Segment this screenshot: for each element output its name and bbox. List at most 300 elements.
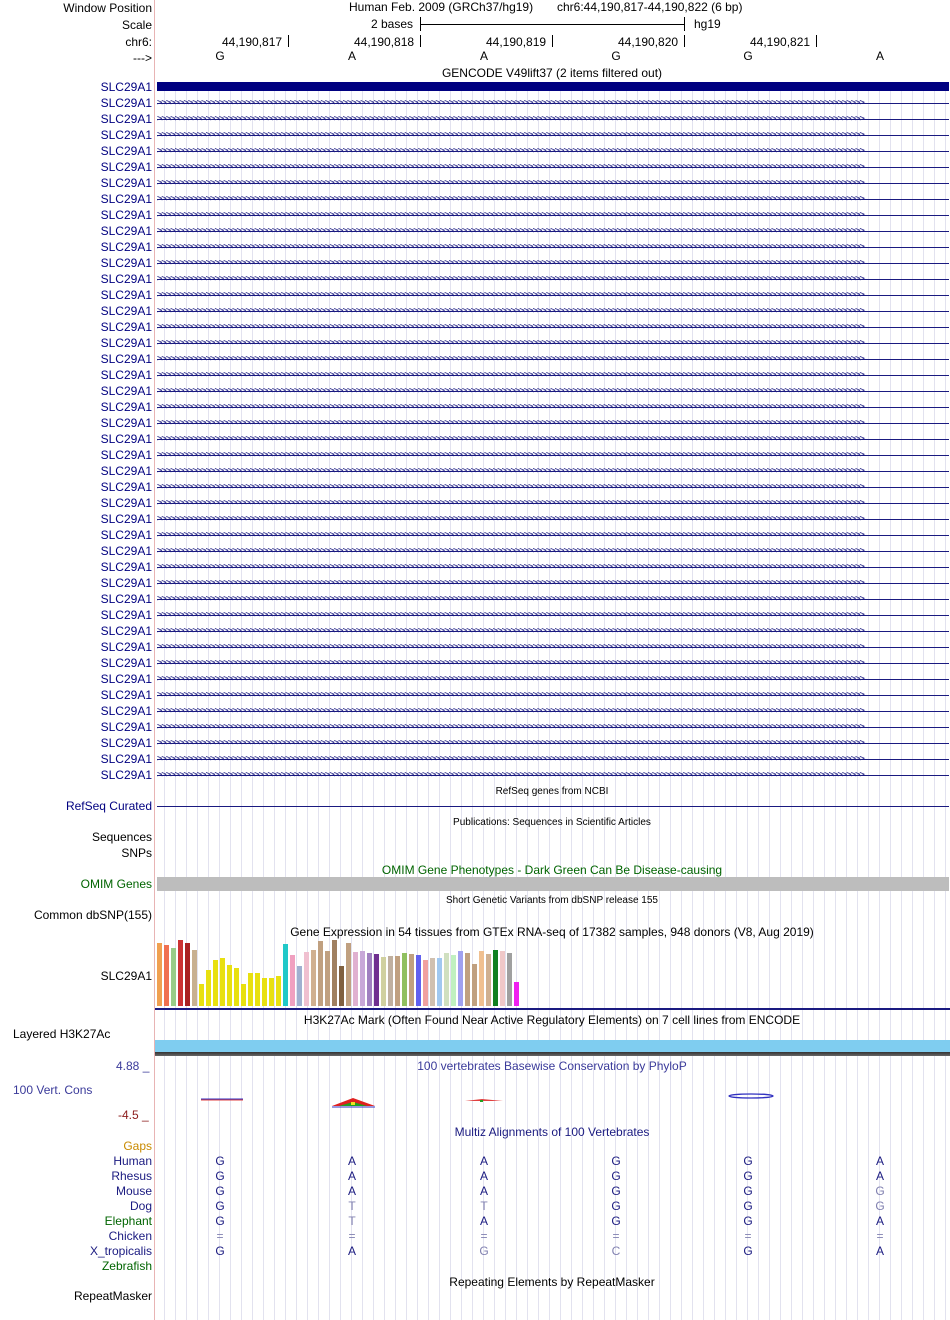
gencode-strand-arrows: >>>>>>>>>>>>>>>>>>>>>>>>>>>>>>>>>>>>>>>>>>>>>>>>>>>>>>>>>>>>>>>>>>>>>>>>>>>>>>>>>>>>>>>>>>>>>>>>>>>>>>>>>>>>>>>>>>>>>>>>>>>>>>>>>>>>>>>>>>>>>>>>>>>>>>>>>>>>>>>> bbox=[157, 210, 864, 220]
multiz-aligned-base: G bbox=[215, 1199, 225, 1213]
conservation-track-title: 100 vertebrates Basewise Conservation by PhyloP bbox=[417, 1059, 687, 1073]
gencode-transcript-label[interactable]: SLC29A1 bbox=[100, 128, 152, 142]
gencode-transcript-label[interactable]: SLC29A1 bbox=[100, 288, 152, 302]
gencode-transcript-label[interactable]: SLC29A1 bbox=[100, 656, 152, 670]
gtex-tissue-bar[interactable] bbox=[402, 953, 407, 1006]
multiz-aligned-base: G bbox=[215, 1244, 225, 1258]
gencode-transcript-label[interactable]: SLC29A1 bbox=[100, 688, 152, 702]
gtex-track-title: Gene Expression in 54 tissues from GTEx RNA-seq of 17382 samples, 948 donors (V8, Aug 2019) bbox=[290, 925, 814, 939]
h3k27ac-track-title: H3K27Ac Mark (Often Found Near Active Regulatory Elements) on 7 cell lines from ENCODE bbox=[303, 1013, 801, 1027]
grid-line bbox=[934, 85, 935, 1320]
multiz-species-label[interactable]: Mouse bbox=[115, 1184, 152, 1198]
scale-text: 2 bases bbox=[371, 17, 414, 31]
gtex-tissue-bar[interactable] bbox=[500, 951, 505, 1006]
gtex-tissue-bar[interactable] bbox=[514, 982, 519, 1006]
position-text[interactable]: chr6:44,190,817-44,190,822 (6 bp) bbox=[557, 0, 743, 14]
multiz-aligned-base: = bbox=[480, 1229, 488, 1243]
grid-line bbox=[857, 85, 858, 1320]
gencode-transcript-label[interactable]: SLC29A1 bbox=[100, 672, 152, 686]
grid-line bbox=[241, 85, 242, 1320]
multiz-aligned-base: = bbox=[876, 1229, 884, 1243]
gencode-strand-arrows: >>>>>>>>>>>>>>>>>>>>>>>>>>>>>>>>>>>>>>>>>>>>>>>>>>>>>>>>>>>>>>>>>>>>>>>>>>>>>>>>>>>>>>>>>>>>>>>>>>>>>>>>>>>>>>>>>>>>>>>>>>>>>>>>>>>>>>>>>>>>>>>>>>>>>>>>>>>>>>>> bbox=[157, 274, 864, 284]
gencode-strand-arrows: >>>>>>>>>>>>>>>>>>>>>>>>>>>>>>>>>>>>>>>>>>>>>>>>>>>>>>>>>>>>>>>>>>>>>>>>>>>>>>>>>>>>>>>>>>>>>>>>>>>>>>>>>>>>>>>>>>>>>>>>>>>>>>>>>>>>>>>>>>>>>>>>>>>>>>>>>>>>>>>> bbox=[157, 466, 864, 476]
gencode-transcript-label[interactable]: SLC29A1 bbox=[100, 384, 152, 398]
gencode-strand-arrows: >>>>>>>>>>>>>>>>>>>>>>>>>>>>>>>>>>>>>>>>>>>>>>>>>>>>>>>>>>>>>>>>>>>>>>>>>>>>>>>>>>>>>>>>>>>>>>>>>>>>>>>>>>>>>>>>>>>>>>>>>>>>>>>>>>>>>>>>>>>>>>>>>>>>>>>>>>>>>>>> bbox=[157, 594, 864, 604]
multiz-aligned-base: G bbox=[215, 1169, 225, 1183]
gtex-tissue-bar[interactable] bbox=[164, 945, 169, 1006]
gencode-strand-arrows: >>>>>>>>>>>>>>>>>>>>>>>>>>>>>>>>>>>>>>>>>>>>>>>>>>>>>>>>>>>>>>>>>>>>>>>>>>>>>>>>>>>>>>>>>>>>>>>>>>>>>>>>>>>>>>>>>>>>>>>>>>>>>>>>>>>>>>>>>>>>>>>>>>>>>>>>>>>>>>>> bbox=[157, 706, 864, 716]
window-position-label: Window Position bbox=[63, 1, 152, 15]
grid-line bbox=[681, 85, 682, 1320]
multiz-aligned-base: G bbox=[743, 1214, 753, 1228]
gencode-transcript-label[interactable]: SLC29A1 bbox=[100, 352, 152, 366]
gtex-tissue-bar[interactable] bbox=[374, 954, 379, 1006]
gencode-transcript-label[interactable]: SLC29A1 bbox=[100, 416, 152, 430]
gtex-tissue-bar[interactable] bbox=[493, 950, 498, 1006]
coord-label: 44,190,819 bbox=[486, 35, 547, 49]
multiz-aligned-base: A bbox=[479, 1154, 489, 1168]
gencode-transcript-label[interactable]: SLC29A1 bbox=[100, 80, 152, 94]
gencode-transcript-label[interactable]: SLC29A1 bbox=[100, 608, 152, 622]
gtex-tissue-bar[interactable] bbox=[297, 966, 302, 1006]
gencode-strand-arrows: >>>>>>>>>>>>>>>>>>>>>>>>>>>>>>>>>>>>>>>>>>>>>>>>>>>>>>>>>>>>>>>>>>>>>>>>>>>>>>>>>>>>>>>>>>>>>>>>>>>>>>>>>>>>>>>>>>>>>>>>>>>>>>>>>>>>>>>>>>>>>>>>>>>>>>>>>>>>>>>> bbox=[157, 178, 864, 188]
multiz-species-label[interactable]: X_tropicalis bbox=[89, 1244, 152, 1258]
gencode-transcript-label[interactable]: SLC29A1 bbox=[100, 480, 152, 494]
h3k27ac-signal[interactable] bbox=[155, 1040, 950, 1052]
grid-line bbox=[417, 85, 418, 1320]
grid-line bbox=[329, 85, 330, 1320]
gencode-strand-arrows: >>>>>>>>>>>>>>>>>>>>>>>>>>>>>>>>>>>>>>>>>>>>>>>>>>>>>>>>>>>>>>>>>>>>>>>>>>>>>>>>>>>>>>>>>>>>>>>>>>>>>>>>>>>>>>>>>>>>>>>>>>>>>>>>>>>>>>>>>>>>>>>>>>>>>>>>>>>>>>>> bbox=[157, 130, 864, 140]
multiz-aligned-base: T bbox=[348, 1214, 356, 1228]
publications-label-sequences[interactable]: Sequences bbox=[91, 830, 152, 844]
multiz-aligned-base: G bbox=[215, 1214, 225, 1228]
grid-line bbox=[395, 85, 396, 1320]
reference-base: A bbox=[479, 49, 489, 63]
scale-bar-left-tick bbox=[420, 17, 421, 31]
gencode-transcript-label[interactable]: SLC29A1 bbox=[100, 240, 152, 254]
gtex-tissue-bar[interactable] bbox=[157, 943, 162, 1006]
gtex-tissue-bar[interactable] bbox=[388, 956, 393, 1006]
gencode-transcript-label[interactable]: SLC29A1 bbox=[100, 208, 152, 222]
grid-line bbox=[747, 85, 748, 1320]
multiz-species-label[interactable]: Elephant bbox=[104, 1214, 152, 1228]
gencode-strand-arrows: >>>>>>>>>>>>>>>>>>>>>>>>>>>>>>>>>>>>>>>>>>>>>>>>>>>>>>>>>>>>>>>>>>>>>>>>>>>>>>>>>>>>>>>>>>>>>>>>>>>>>>>>>>>>>>>>>>>>>>>>>>>>>>>>>>>>>>>>>>>>>>>>>>>>>>>>>>>>>>>> bbox=[157, 674, 864, 684]
gtex-tissue-bar[interactable] bbox=[353, 952, 358, 1006]
grid-line bbox=[362, 85, 363, 1320]
gencode-strand-arrows: >>>>>>>>>>>>>>>>>>>>>>>>>>>>>>>>>>>>>>>>>>>>>>>>>>>>>>>>>>>>>>>>>>>>>>>>>>>>>>>>>>>>>>>>>>>>>>>>>>>>>>>>>>>>>>>>>>>>>>>>>>>>>>>>>>>>>>>>>>>>>>>>>>>>>>>>>>>>>>>> bbox=[157, 754, 864, 764]
gencode-transcript-label[interactable]: SLC29A1 bbox=[100, 112, 152, 126]
gencode-transcript-label[interactable]: SLC29A1 bbox=[100, 96, 152, 110]
gencode-transcript-label[interactable]: SLC29A1 bbox=[100, 320, 152, 334]
multiz-aligned-base: A bbox=[875, 1169, 885, 1183]
coord-tick bbox=[684, 35, 685, 47]
gencode-strand-arrows: >>>>>>>>>>>>>>>>>>>>>>>>>>>>>>>>>>>>>>>>>>>>>>>>>>>>>>>>>>>>>>>>>>>>>>>>>>>>>>>>>>>>>>>>>>>>>>>>>>>>>>>>>>>>>>>>>>>>>>>>>>>>>>>>>>>>>>>>>>>>>>>>>>>>>>>>>>>>>>>> bbox=[157, 322, 864, 332]
grid-line bbox=[351, 85, 352, 1320]
gencode-transcript-label[interactable]: SLC29A1 bbox=[100, 304, 152, 318]
gtex-tissue-bar[interactable] bbox=[458, 951, 463, 1006]
multiz-species-label[interactable]: Human bbox=[113, 1154, 152, 1168]
gtex-tissue-bar[interactable] bbox=[437, 958, 442, 1006]
gtex-tissue-bar[interactable] bbox=[451, 955, 456, 1006]
gencode-strand-arrows: >>>>>>>>>>>>>>>>>>>>>>>>>>>>>>>>>>>>>>>>>>>>>>>>>>>>>>>>>>>>>>>>>>>>>>>>>>>>>>>>>>>>>>>>>>>>>>>>>>>>>>>>>>>>>>>>>>>>>>>>>>>>>>>>>>>>>>>>>>>>>>>>>>>>>>>>>>>>>>>> bbox=[157, 450, 864, 460]
conservation-min: -4.5 _ bbox=[118, 1108, 149, 1122]
grid-line bbox=[285, 85, 286, 1320]
coord-label: 44,190,821 bbox=[750, 35, 811, 49]
gtex-tissue-bar[interactable] bbox=[339, 966, 344, 1006]
db-label: hg19 bbox=[694, 17, 721, 31]
omim-track-title: OMIM Gene Phenotypes - Dark Green Can Be Disease-causing bbox=[381, 863, 723, 877]
strand-label: ---> bbox=[133, 51, 152, 65]
gtex-tissue-bar[interactable] bbox=[248, 973, 253, 1006]
gencode-strand-arrows: >>>>>>>>>>>>>>>>>>>>>>>>>>>>>>>>>>>>>>>>>>>>>>>>>>>>>>>>>>>>>>>>>>>>>>>>>>>>>>>>>>>>>>>>>>>>>>>>>>>>>>>>>>>>>>>>>>>>>>>>>>>>>>>>>>>>>>>>>>>>>>>>>>>>>>>>>>>>>>>> bbox=[157, 226, 864, 236]
gtex-tissue-bar[interactable] bbox=[465, 953, 470, 1006]
gtex-tissue-bar[interactable] bbox=[416, 955, 421, 1006]
multiz-aligned-base: C bbox=[611, 1244, 621, 1258]
publications-track-title: Publications: Sequences in Scientific Articles bbox=[453, 817, 651, 828]
gencode-strand-arrows: >>>>>>>>>>>>>>>>>>>>>>>>>>>>>>>>>>>>>>>>>>>>>>>>>>>>>>>>>>>>>>>>>>>>>>>>>>>>>>>>>>>>>>>>>>>>>>>>>>>>>>>>>>>>>>>>>>>>>>>>>>>>>>>>>>>>>>>>>>>>>>>>>>>>>>>>>>>>>>>> bbox=[157, 242, 864, 252]
gencode-strand-arrows: >>>>>>>>>>>>>>>>>>>>>>>>>>>>>>>>>>>>>>>>>>>>>>>>>>>>>>>>>>>>>>>>>>>>>>>>>>>>>>>>>>>>>>>>>>>>>>>>>>>>>>>>>>>>>>>>>>>>>>>>>>>>>>>>>>>>>>>>>>>>>>>>>>>>>>>>>>>>>>>> bbox=[157, 562, 864, 572]
gencode-transcript-label[interactable]: SLC29A1 bbox=[100, 448, 152, 462]
gtex-tissue-bar[interactable] bbox=[367, 953, 372, 1006]
grid-line bbox=[846, 85, 847, 1320]
gtex-tissue-bar[interactable] bbox=[276, 976, 281, 1006]
gencode-strand-arrows: >>>>>>>>>>>>>>>>>>>>>>>>>>>>>>>>>>>>>>>>>>>>>>>>>>>>>>>>>>>>>>>>>>>>>>>>>>>>>>>>>>>>>>>>>>>>>>>>>>>>>>>>>>>>>>>>>>>>>>>>>>>>>>>>>>>>>>>>>>>>>>>>>>>>>>>>>>>>>>>> bbox=[157, 722, 864, 732]
grid-line bbox=[769, 85, 770, 1320]
gencode-transcript-label[interactable]: SLC29A1 bbox=[100, 432, 152, 446]
multiz-aligned-base: A bbox=[875, 1154, 885, 1168]
grid-line bbox=[791, 85, 792, 1320]
multiz-aligned-base: = bbox=[612, 1229, 620, 1243]
gencode-transcript-label[interactable]: SLC29A1 bbox=[100, 224, 152, 238]
refseq-track-title: RefSeq genes from NCBI bbox=[495, 786, 609, 797]
gencode-transcript-label[interactable]: SLC29A1 bbox=[100, 192, 152, 206]
gencode-strand-arrows: >>>>>>>>>>>>>>>>>>>>>>>>>>>>>>>>>>>>>>>>>>>>>>>>>>>>>>>>>>>>>>>>>>>>>>>>>>>>>>>>>>>>>>>>>>>>>>>>>>>>>>>>>>>>>>>>>>>>>>>>>>>>>>>>>>>>>>>>>>>>>>>>>>>>>>>>>>>>>>>> bbox=[157, 770, 864, 780]
grid-line bbox=[835, 85, 836, 1320]
gtex-tissue-bar[interactable] bbox=[479, 951, 484, 1006]
gencode-transcript-label[interactable]: SLC29A1 bbox=[100, 576, 152, 590]
grid-line bbox=[780, 85, 781, 1320]
multiz-gaps-label[interactable]: Gaps bbox=[123, 1139, 152, 1153]
gtex-tissue-bar[interactable] bbox=[220, 958, 225, 1006]
grid-line bbox=[340, 85, 341, 1320]
dbsnp-label[interactable]: Common dbSNP(155) bbox=[33, 908, 152, 922]
scale-bar-right-tick bbox=[684, 17, 685, 31]
multiz-aligned-base: T bbox=[480, 1199, 488, 1213]
grid-line bbox=[318, 85, 319, 1320]
gtex-tissue-bar[interactable] bbox=[234, 968, 239, 1006]
gencode-strand-arrows: >>>>>>>>>>>>>>>>>>>>>>>>>>>>>>>>>>>>>>>>>>>>>>>>>>>>>>>>>>>>>>>>>>>>>>>>>>>>>>>>>>>>>>>>>>>>>>>>>>>>>>>>>>>>>>>>>>>>>>>>>>>>>>>>>>>>>>>>>>>>>>>>>>>>>>>>>>>>>>>> bbox=[157, 146, 864, 156]
grid-line bbox=[890, 85, 891, 1320]
gencode-strand-arrows: >>>>>>>>>>>>>>>>>>>>>>>>>>>>>>>>>>>>>>>>>>>>>>>>>>>>>>>>>>>>>>>>>>>>>>>>>>>>>>>>>>>>>>>>>>>>>>>>>>>>>>>>>>>>>>>>>>>>>>>>>>>>>>>>>>>>>>>>>>>>>>>>>>>>>>>>>>>>>>>> bbox=[157, 546, 864, 556]
omim-gene-block[interactable] bbox=[157, 877, 949, 891]
gencode-strand-arrows: >>>>>>>>>>>>>>>>>>>>>>>>>>>>>>>>>>>>>>>>>>>>>>>>>>>>>>>>>>>>>>>>>>>>>>>>>>>>>>>>>>>>>>>>>>>>>>>>>>>>>>>>>>>>>>>>>>>>>>>>>>>>>>>>>>>>>>>>>>>>>>>>>>>>>>>>>>>>>>>> bbox=[157, 370, 864, 380]
grid-line bbox=[274, 85, 275, 1320]
gencode-strand-arrows: >>>>>>>>>>>>>>>>>>>>>>>>>>>>>>>>>>>>>>>>>>>>>>>>>>>>>>>>>>>>>>>>>>>>>>>>>>>>>>>>>>>>>>>>>>>>>>>>>>>>>>>>>>>>>>>>>>>>>>>>>>>>>>>>>>>>>>>>>>>>>>>>>>>>>>>>>>>>>>>> bbox=[157, 402, 864, 412]
gtex-tissue-bar[interactable] bbox=[185, 943, 190, 1006]
multiz-aligned-base: G bbox=[743, 1199, 753, 1213]
multiz-aligned-base: A bbox=[347, 1184, 357, 1198]
gencode-transcript-label[interactable]: SLC29A1 bbox=[100, 368, 152, 382]
grid-line bbox=[208, 85, 209, 1320]
gencode-strand-arrows: >>>>>>>>>>>>>>>>>>>>>>>>>>>>>>>>>>>>>>>>>>>>>>>>>>>>>>>>>>>>>>>>>>>>>>>>>>>>>>>>>>>>>>>>>>>>>>>>>>>>>>>>>>>>>>>>>>>>>>>>>>>>>>>>>>>>>>>>>>>>>>>>>>>>>>>>>>>>>>>> bbox=[157, 258, 864, 268]
gencode-strand-arrows: >>>>>>>>>>>>>>>>>>>>>>>>>>>>>>>>>>>>>>>>>>>>>>>>>>>>>>>>>>>>>>>>>>>>>>>>>>>>>>>>>>>>>>>>>>>>>>>>>>>>>>>>>>>>>>>>>>>>>>>>>>>>>>>>>>>>>>>>>>>>>>>>>>>>>>>>>>>>>>>> bbox=[157, 162, 864, 172]
multiz-aligned-base: G bbox=[743, 1169, 753, 1183]
gtex-tissue-bar[interactable] bbox=[227, 965, 232, 1006]
multiz-aligned-base: A bbox=[347, 1169, 357, 1183]
grid-line bbox=[703, 85, 704, 1320]
reference-base: A bbox=[347, 49, 357, 63]
multiz-aligned-base: T bbox=[348, 1199, 356, 1213]
gtex-tissue-bar[interactable] bbox=[423, 960, 428, 1006]
repeatmasker-track-title: Repeating Elements by RepeatMasker bbox=[449, 1275, 655, 1289]
gencode-strand-arrows: >>>>>>>>>>>>>>>>>>>>>>>>>>>>>>>>>>>>>>>>>>>>>>>>>>>>>>>>>>>>>>>>>>>>>>>>>>>>>>>>>>>>>>>>>>>>>>>>>>>>>>>>>>>>>>>>>>>>>>>>>>>>>>>>>>>>>>>>>>>>>>>>>>>>>>>>>>>>>>>> bbox=[157, 418, 864, 428]
gtex-tissue-bar[interactable] bbox=[346, 943, 351, 1006]
gencode-transcript-label[interactable]: SLC29A1 bbox=[100, 272, 152, 286]
gencode-transcript-label[interactable]: SLC29A1 bbox=[100, 752, 152, 766]
multiz-aligned-base: A bbox=[347, 1244, 357, 1258]
grid-line bbox=[175, 85, 176, 1320]
reference-base: A bbox=[875, 49, 885, 63]
scale-bar bbox=[420, 24, 684, 25]
grid-line bbox=[912, 85, 913, 1320]
gencode-strand-arrows: >>>>>>>>>>>>>>>>>>>>>>>>>>>>>>>>>>>>>>>>>>>>>>>>>>>>>>>>>>>>>>>>>>>>>>>>>>>>>>>>>>>>>>>>>>>>>>>>>>>>>>>>>>>>>>>>>>>>>>>>>>>>>>>>>>>>>>>>>>>>>>>>>>>>>>>>>>>>>>>> bbox=[157, 434, 864, 444]
multiz-aligned-base: G bbox=[611, 1184, 621, 1198]
gencode-transcript-label[interactable]: SLC29A1 bbox=[100, 544, 152, 558]
gencode-strand-arrows: >>>>>>>>>>>>>>>>>>>>>>>>>>>>>>>>>>>>>>>>>>>>>>>>>>>>>>>>>>>>>>>>>>>>>>>>>>>>>>>>>>>>>>>>>>>>>>>>>>>>>>>>>>>>>>>>>>>>>>>>>>>>>>>>>>>>>>>>>>>>>>>>>>>>>>>>>>>>>>>> bbox=[157, 290, 864, 300]
coord-tick bbox=[816, 35, 817, 47]
gencode-strand-arrows: >>>>>>>>>>>>>>>>>>>>>>>>>>>>>>>>>>>>>>>>>>>>>>>>>>>>>>>>>>>>>>>>>>>>>>>>>>>>>>>>>>>>>>>>>>>>>>>>>>>>>>>>>>>>>>>>>>>>>>>>>>>>>>>>>>>>>>>>>>>>>>>>>>>>>>>>>>>>>>>> bbox=[157, 738, 864, 748]
gtex-tissue-bar[interactable] bbox=[486, 954, 491, 1006]
gencode-transcript-label[interactable]: SLC29A1 bbox=[100, 176, 152, 190]
gtex-tissue-bar[interactable] bbox=[255, 973, 260, 1006]
gencode-gene-thick[interactable] bbox=[157, 82, 949, 91]
multiz-aligned-base: G bbox=[611, 1199, 621, 1213]
gtex-tissue-bar[interactable] bbox=[171, 948, 176, 1006]
gencode-transcript-label[interactable]: SLC29A1 bbox=[100, 736, 152, 750]
coord-label: 44,190,818 bbox=[354, 35, 415, 49]
gencode-strand-arrows: >>>>>>>>>>>>>>>>>>>>>>>>>>>>>>>>>>>>>>>>>>>>>>>>>>>>>>>>>>>>>>>>>>>>>>>>>>>>>>>>>>>>>>>>>>>>>>>>>>>>>>>>>>>>>>>>>>>>>>>>>>>>>>>>>>>>>>>>>>>>>>>>>>>>>>>>>>>>>>>> bbox=[157, 338, 864, 348]
conservation-label[interactable]: 100 Vert. Cons bbox=[13, 1083, 93, 1097]
grid-line bbox=[802, 85, 803, 1320]
grid-line bbox=[197, 85, 198, 1320]
chr-label: chr6: bbox=[125, 35, 152, 49]
grid-line bbox=[428, 85, 429, 1320]
multiz-aligned-base: A bbox=[479, 1184, 489, 1198]
coord-tick bbox=[288, 35, 289, 47]
dbsnp-track-title: Short Genetic Variants from dbSNP release 155 bbox=[446, 895, 658, 906]
grid-line bbox=[439, 85, 440, 1320]
multiz-aligned-base: A bbox=[347, 1154, 357, 1168]
gencode-transcript-label[interactable]: SLC29A1 bbox=[100, 592, 152, 606]
gencode-strand-arrows: >>>>>>>>>>>>>>>>>>>>>>>>>>>>>>>>>>>>>>>>>>>>>>>>>>>>>>>>>>>>>>>>>>>>>>>>>>>>>>>>>>>>>>>>>>>>>>>>>>>>>>>>>>>>>>>>>>>>>>>>>>>>>>>>>>>>>>>>>>>>>>>>>>>>>>>>>>>>>>>> bbox=[157, 354, 864, 364]
gtex-tissue-bar[interactable] bbox=[262, 978, 267, 1006]
gencode-transcript-label[interactable]: SLC29A1 bbox=[100, 704, 152, 718]
gencode-strand-arrows: >>>>>>>>>>>>>>>>>>>>>>>>>>>>>>>>>>>>>>>>>>>>>>>>>>>>>>>>>>>>>>>>>>>>>>>>>>>>>>>>>>>>>>>>>>>>>>>>>>>>>>>>>>>>>>>>>>>>>>>>>>>>>>>>>>>>>>>>>>>>>>>>>>>>>>>>>>>>>>>> bbox=[157, 114, 864, 124]
multiz-aligned-base: = bbox=[348, 1229, 356, 1243]
gtex-gene-line bbox=[155, 1008, 950, 1010]
grid-line bbox=[736, 85, 737, 1320]
grid-line bbox=[186, 85, 187, 1320]
gtex-tissue-bar[interactable] bbox=[332, 940, 337, 1006]
grid-line bbox=[692, 85, 693, 1320]
assembly-title: Human Feb. 2009 (GRCh37/hg19) bbox=[349, 0, 534, 14]
gtex-tissue-bar[interactable] bbox=[430, 958, 435, 1006]
refseq-gene-line[interactable] bbox=[157, 806, 949, 807]
grid-line bbox=[725, 85, 726, 1320]
multiz-aligned-base: G bbox=[611, 1214, 621, 1228]
gencode-transcript-label[interactable]: SLC29A1 bbox=[100, 528, 152, 542]
grid-line bbox=[219, 85, 220, 1320]
gencode-strand-arrows: >>>>>>>>>>>>>>>>>>>>>>>>>>>>>>>>>>>>>>>>>>>>>>>>>>>>>>>>>>>>>>>>>>>>>>>>>>>>>>>>>>>>>>>>>>>>>>>>>>>>>>>>>>>>>>>>>>>>>>>>>>>>>>>>>>>>>>>>>>>>>>>>>>>>>>>>>>>>>>>> bbox=[157, 498, 864, 508]
grid-line bbox=[813, 85, 814, 1320]
gencode-strand-arrows: >>>>>>>>>>>>>>>>>>>>>>>>>>>>>>>>>>>>>>>>>>>>>>>>>>>>>>>>>>>>>>>>>>>>>>>>>>>>>>>>>>>>>>>>>>>>>>>>>>>>>>>>>>>>>>>>>>>>>>>>>>>>>>>>>>>>>>>>>>>>>>>>>>>>>>>>>>>>>>>> bbox=[157, 578, 864, 588]
gtex-tissue-bar[interactable] bbox=[192, 950, 197, 1006]
gencode-strand-arrows: >>>>>>>>>>>>>>>>>>>>>>>>>>>>>>>>>>>>>>>>>>>>>>>>>>>>>>>>>>>>>>>>>>>>>>>>>>>>>>>>>>>>>>>>>>>>>>>>>>>>>>>>>>>>>>>>>>>>>>>>>>>>>>>>>>>>>>>>>>>>>>>>>>>>>>>>>>>>>>>> bbox=[157, 642, 864, 652]
gtex-tissue-bar[interactable] bbox=[206, 970, 211, 1006]
gtex-tissue-bar[interactable] bbox=[444, 953, 449, 1006]
multiz-aligned-base: = bbox=[744, 1229, 752, 1243]
reference-base: G bbox=[215, 49, 225, 63]
gtex-tissue-bar[interactable] bbox=[199, 984, 204, 1006]
multiz-aligned-base: = bbox=[216, 1229, 224, 1243]
grid-line bbox=[252, 85, 253, 1320]
refseq-label[interactable]: RefSeq Curated bbox=[65, 799, 152, 813]
gencode-strand-arrows: >>>>>>>>>>>>>>>>>>>>>>>>>>>>>>>>>>>>>>>>>>>>>>>>>>>>>>>>>>>>>>>>>>>>>>>>>>>>>>>>>>>>>>>>>>>>>>>>>>>>>>>>>>>>>>>>>>>>>>>>>>>>>>>>>>>>>>>>>>>>>>>>>>>>>>>>>>>>>>>> bbox=[157, 98, 864, 108]
gencode-transcript-label[interactable]: SLC29A1 bbox=[100, 512, 152, 526]
grid-line bbox=[164, 85, 165, 1320]
gencode-strand-arrows: >>>>>>>>>>>>>>>>>>>>>>>>>>>>>>>>>>>>>>>>>>>>>>>>>>>>>>>>>>>>>>>>>>>>>>>>>>>>>>>>>>>>>>>>>>>>>>>>>>>>>>>>>>>>>>>>>>>>>>>>>>>>>>>>>>>>>>>>>>>>>>>>>>>>>>>>>>>>>>>> bbox=[157, 690, 864, 700]
multiz-aligned-base: G bbox=[743, 1154, 753, 1168]
coord-tick bbox=[420, 35, 421, 47]
multiz-aligned-base: G bbox=[215, 1154, 225, 1168]
gencode-strand-arrows: >>>>>>>>>>>>>>>>>>>>>>>>>>>>>>>>>>>>>>>>>>>>>>>>>>>>>>>>>>>>>>>>>>>>>>>>>>>>>>>>>>>>>>>>>>>>>>>>>>>>>>>>>>>>>>>>>>>>>>>>>>>>>>>>>>>>>>>>>>>>>>>>>>>>>>>>>>>>>>>> bbox=[157, 514, 864, 524]
reference-base: G bbox=[611, 49, 621, 63]
coord-label: 44,190,820 bbox=[618, 35, 679, 49]
gencode-transcript-label[interactable]: SLC29A1 bbox=[100, 160, 152, 174]
conservation-max: 4.88 _ bbox=[116, 1059, 150, 1073]
gencode-transcript-label[interactable]: SLC29A1 bbox=[100, 400, 152, 414]
omim-label[interactable]: OMIM Genes bbox=[80, 877, 152, 891]
conservation-wiggle[interactable] bbox=[155, 1088, 950, 1112]
grid-line bbox=[406, 85, 407, 1320]
grid-line bbox=[923, 85, 924, 1320]
gtex-tissue-bar[interactable] bbox=[395, 956, 400, 1006]
gencode-transcript-label[interactable]: SLC29A1 bbox=[100, 768, 152, 782]
label-separator bbox=[154, 0, 155, 1320]
gtex-tissue-bar[interactable] bbox=[409, 954, 414, 1006]
publications-label-snps[interactable]: SNPs bbox=[121, 846, 152, 860]
gtex-tissue-bar[interactable] bbox=[381, 957, 386, 1006]
grid-line bbox=[714, 85, 715, 1320]
grid-line bbox=[901, 85, 902, 1320]
grid-line bbox=[373, 85, 374, 1320]
multiz-aligned-base: A bbox=[875, 1214, 885, 1228]
gencode-strand-arrows: >>>>>>>>>>>>>>>>>>>>>>>>>>>>>>>>>>>>>>>>>>>>>>>>>>>>>>>>>>>>>>>>>>>>>>>>>>>>>>>>>>>>>>>>>>>>>>>>>>>>>>>>>>>>>>>>>>>>>>>>>>>>>>>>>>>>>>>>>>>>>>>>>>>>>>>>>>>>>>>> bbox=[157, 386, 864, 396]
grid-line bbox=[879, 85, 880, 1320]
reference-base: G bbox=[743, 49, 753, 63]
coord-tick bbox=[552, 35, 553, 47]
gencode-strand-arrows: >>>>>>>>>>>>>>>>>>>>>>>>>>>>>>>>>>>>>>>>>>>>>>>>>>>>>>>>>>>>>>>>>>>>>>>>>>>>>>>>>>>>>>>>>>>>>>>>>>>>>>>>>>>>>>>>>>>>>>>>>>>>>>>>>>>>>>>>>>>>>>>>>>>>>>>>>>>>>>>> bbox=[157, 610, 864, 620]
gencode-transcript-label[interactable]: SLC29A1 bbox=[100, 336, 152, 350]
multiz-species-label[interactable]: Dog bbox=[129, 1199, 152, 1213]
grid-line bbox=[824, 85, 825, 1320]
multiz-aligned-base: A bbox=[479, 1214, 489, 1228]
gtex-tissue-bar[interactable] bbox=[360, 951, 365, 1006]
gtex-tissue-bar[interactable] bbox=[283, 944, 288, 1006]
gtex-tissue-bar[interactable] bbox=[318, 941, 323, 1006]
multiz-aligned-base: G bbox=[479, 1244, 489, 1258]
gtex-tissue-bar[interactable] bbox=[178, 940, 183, 1006]
multiz-aligned-base: G bbox=[611, 1154, 621, 1168]
gencode-strand-arrows: >>>>>>>>>>>>>>>>>>>>>>>>>>>>>>>>>>>>>>>>>>>>>>>>>>>>>>>>>>>>>>>>>>>>>>>>>>>>>>>>>>>>>>>>>>>>>>>>>>>>>>>>>>>>>>>>>>>>>>>>>>>>>>>>>>>>>>>>>>>>>>>>>>>>>>>>>>>>>>>> bbox=[157, 306, 864, 316]
gencode-transcript-label[interactable]: SLC29A1 bbox=[100, 496, 152, 510]
gencode-transcript-label[interactable]: SLC29A1 bbox=[100, 560, 152, 574]
multiz-aligned-base: G bbox=[875, 1184, 885, 1198]
multiz-track-title: Multiz Alignments of 100 Vertebrates bbox=[454, 1125, 650, 1139]
multiz-aligned-base: G bbox=[215, 1184, 225, 1198]
gencode-transcript-label[interactable]: SLC29A1 bbox=[100, 720, 152, 734]
multiz-species-label[interactable]: Zebrafish bbox=[101, 1259, 152, 1273]
h3k27ac-label[interactable]: Layered H3K27Ac bbox=[13, 1027, 111, 1041]
gtex-tissue-bar[interactable] bbox=[472, 964, 477, 1006]
gencode-transcript-label[interactable]: SLC29A1 bbox=[100, 256, 152, 270]
gtex-label[interactable]: SLC29A1 bbox=[100, 969, 152, 983]
gtex-tissue-bar[interactable] bbox=[269, 978, 274, 1006]
multiz-aligned-base: G bbox=[611, 1169, 621, 1183]
multiz-aligned-base: G bbox=[875, 1199, 885, 1213]
repeatmasker-label[interactable]: RepeatMasker bbox=[73, 1289, 152, 1303]
multiz-aligned-base: A bbox=[479, 1169, 489, 1183]
grid-line bbox=[230, 85, 231, 1320]
gencode-transcript-label[interactable]: SLC29A1 bbox=[100, 464, 152, 478]
multiz-aligned-base: G bbox=[743, 1244, 753, 1258]
grid-line bbox=[659, 85, 660, 1320]
gtex-tissue-bar[interactable] bbox=[311, 950, 316, 1006]
grid-line bbox=[450, 85, 451, 1320]
grid-line bbox=[868, 85, 869, 1320]
gtex-bar-chart[interactable] bbox=[157, 940, 537, 1006]
gencode-transcript-label[interactable]: SLC29A1 bbox=[100, 144, 152, 158]
gencode-track-title: GENCODE V49lift37 (2 items filtered out) bbox=[441, 66, 663, 80]
gtex-tissue-bar[interactable] bbox=[507, 953, 512, 1006]
gencode-transcript-label[interactable]: SLC29A1 bbox=[100, 640, 152, 654]
gtex-tissue-bar[interactable] bbox=[213, 960, 218, 1006]
gencode-transcript-label[interactable]: SLC29A1 bbox=[100, 624, 152, 638]
multiz-species-label[interactable]: Rhesus bbox=[111, 1169, 152, 1183]
multiz-aligned-base: G bbox=[743, 1184, 753, 1198]
grid-line bbox=[945, 85, 946, 1320]
multiz-aligned-base: A bbox=[875, 1244, 885, 1258]
scale-label: Scale bbox=[121, 18, 152, 32]
coord-label: 44,190,817 bbox=[222, 35, 283, 49]
gtex-tissue-bar[interactable] bbox=[325, 951, 330, 1006]
grid-line bbox=[263, 85, 264, 1320]
gencode-strand-arrows: >>>>>>>>>>>>>>>>>>>>>>>>>>>>>>>>>>>>>>>>>>>>>>>>>>>>>>>>>>>>>>>>>>>>>>>>>>>>>>>>>>>>>>>>>>>>>>>>>>>>>>>>>>>>>>>>>>>>>>>>>>>>>>>>>>>>>>>>>>>>>>>>>>>>>>>>>>>>>>>> bbox=[157, 194, 864, 204]
gencode-strand-arrows: >>>>>>>>>>>>>>>>>>>>>>>>>>>>>>>>>>>>>>>>>>>>>>>>>>>>>>>>>>>>>>>>>>>>>>>>>>>>>>>>>>>>>>>>>>>>>>>>>>>>>>>>>>>>>>>>>>>>>>>>>>>>>>>>>>>>>>>>>>>>>>>>>>>>>>>>>>>>>>>> bbox=[157, 482, 864, 492]
gencode-strand-arrows: >>>>>>>>>>>>>>>>>>>>>>>>>>>>>>>>>>>>>>>>>>>>>>>>>>>>>>>>>>>>>>>>>>>>>>>>>>>>>>>>>>>>>>>>>>>>>>>>>>>>>>>>>>>>>>>>>>>>>>>>>>>>>>>>>>>>>>>>>>>>>>>>>>>>>>>>>>>>>>>> bbox=[157, 658, 864, 668]
gtex-tissue-bar[interactable] bbox=[241, 984, 246, 1006]
gencode-strand-arrows: >>>>>>>>>>>>>>>>>>>>>>>>>>>>>>>>>>>>>>>>>>>>>>>>>>>>>>>>>>>>>>>>>>>>>>>>>>>>>>>>>>>>>>>>>>>>>>>>>>>>>>>>>>>>>>>>>>>>>>>>>>>>>>>>>>>>>>>>>>>>>>>>>>>>>>>>>>>>>>>> bbox=[157, 530, 864, 540]
grid-line bbox=[758, 85, 759, 1320]
grid-line bbox=[296, 85, 297, 1320]
h3k27ac-base bbox=[155, 1052, 950, 1056]
multiz-species-label[interactable]: Chicken bbox=[108, 1229, 152, 1243]
grid-line bbox=[307, 85, 308, 1320]
gtex-tissue-bar[interactable] bbox=[290, 955, 295, 1006]
grid-line bbox=[670, 85, 671, 1320]
grid-line bbox=[384, 85, 385, 1320]
gtex-tissue-bar[interactable] bbox=[304, 952, 309, 1006]
